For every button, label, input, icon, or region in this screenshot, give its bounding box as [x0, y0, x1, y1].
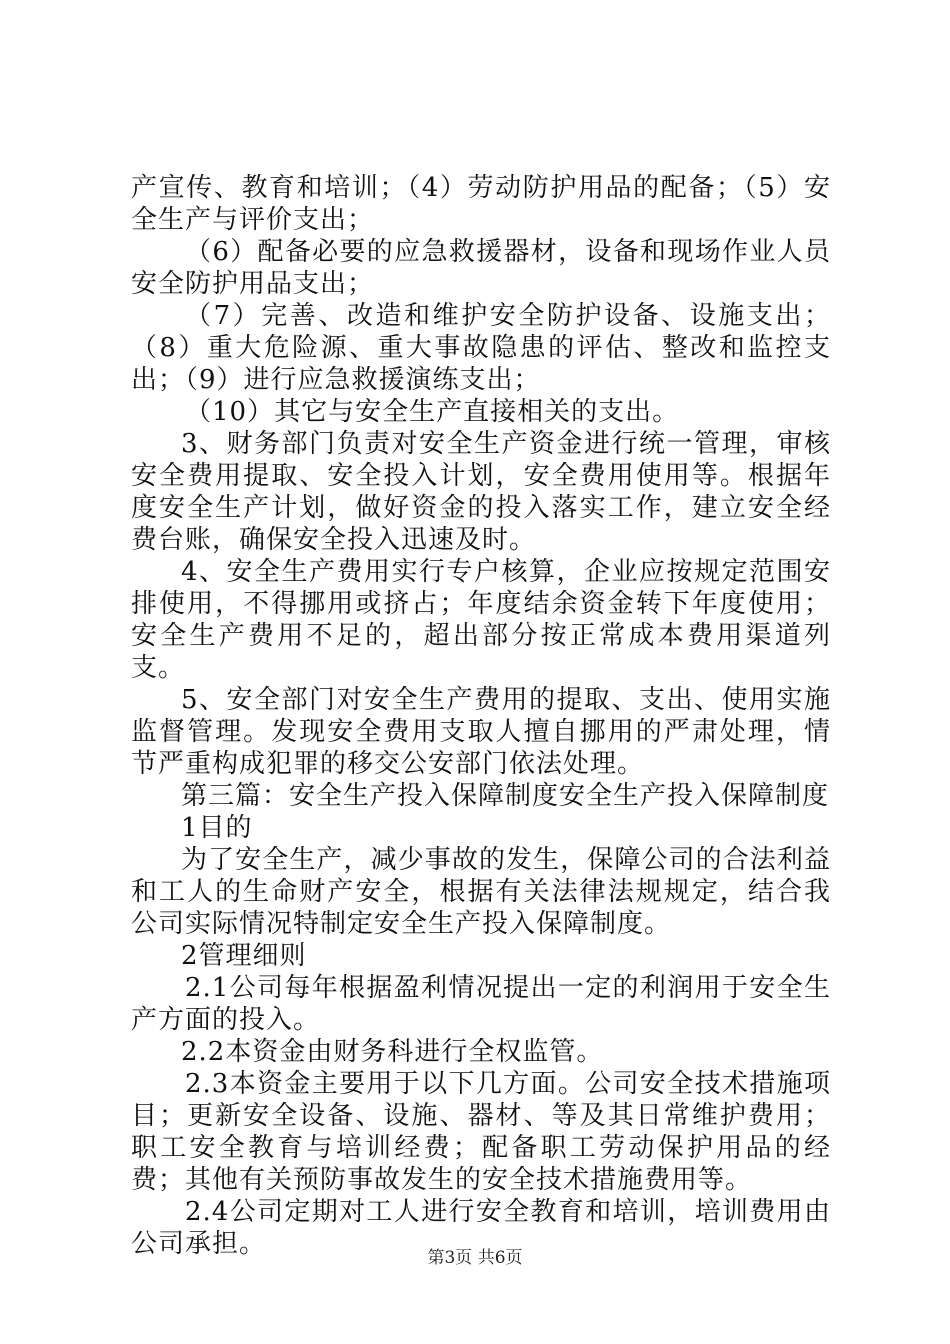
page-footer [0, 1243, 950, 1268]
page-number: 第3页 共6页 [427, 1248, 523, 1268]
paragraph: （7）完善、改造和维护安全防护设备、设施支出；（8）重大危险源、重大事故隐患的评估、整改和监控支出；（9）进行应急救援演练支出； [131, 301, 831, 395]
paragraph: 3、财务部门负责对安全生产资金进行统一管理，审核安全费用提取、安全投入计划，安全费用使用等。根据年度安全生产计划，做好资金的投入落实工作，建立安全经费台账，确保安全投入迅速及时。 [131, 429, 831, 555]
document-body [131, 172, 831, 1260]
paragraph: 2管理细则 [181, 941, 307, 971]
paragraph: 第三篇：安全生产投入保障制度安全生产投入保障制度 [181, 781, 830, 811]
paragraph: （10）其它与安全生产直接相关的支出。 [185, 397, 680, 427]
paragraph: 2.3本资金主要用于以下几方面。公司安全技术措施项目；更新安全设备、设施、器材、等及其日常维护费用；职工安全教育与培训经费；配备职工劳动保护用品的经费；其他有关预防事故发生的安全技术措施费用等。 [131, 1069, 831, 1195]
paragraph: 2.4公司定期对工人进行安全教育和培训，培训费用由公司承担。 [131, 1197, 831, 1259]
paragraph: 1目的 [181, 813, 253, 843]
paragraph: 2.1公司每年根据盈利情况提出一定的利润用于安全生产方面的投入。 [131, 973, 831, 1035]
paragraph: 产宣传、教育和培训；（4）劳动防护用品的配备；（5）安全生产与评价支出； [131, 173, 831, 235]
paragraph: 为了安全生产，减少事故的发生，保障公司的合法利益和工人的生命财产安全，根据有关法律法规规定，结合我公司实际情况特制定安全生产投入保障制度。 [131, 845, 831, 939]
paragraph: 4、安全生产费用实行专户核算，企业应按规定范围安排使用，不得挪用或挤占；年度结余资金转下年度使用；安全生产费用不足的，超出部分按正常成本费用渠道列支。 [131, 557, 831, 683]
paragraph: （6）配备必要的应急救援器材，设备和现场作业人员安全防护用品支出； [131, 237, 831, 299]
paragraph: 5、安全部门对安全生产费用的提取、支出、使用实施监督管理。发现安全费用支取人擅自挪用的严肃处理，情节严重构成犯罪的移交公安部门依法处理。 [131, 685, 831, 779]
paragraph: 2.2本资金由财务科进行全权监管。 [181, 1037, 604, 1067]
